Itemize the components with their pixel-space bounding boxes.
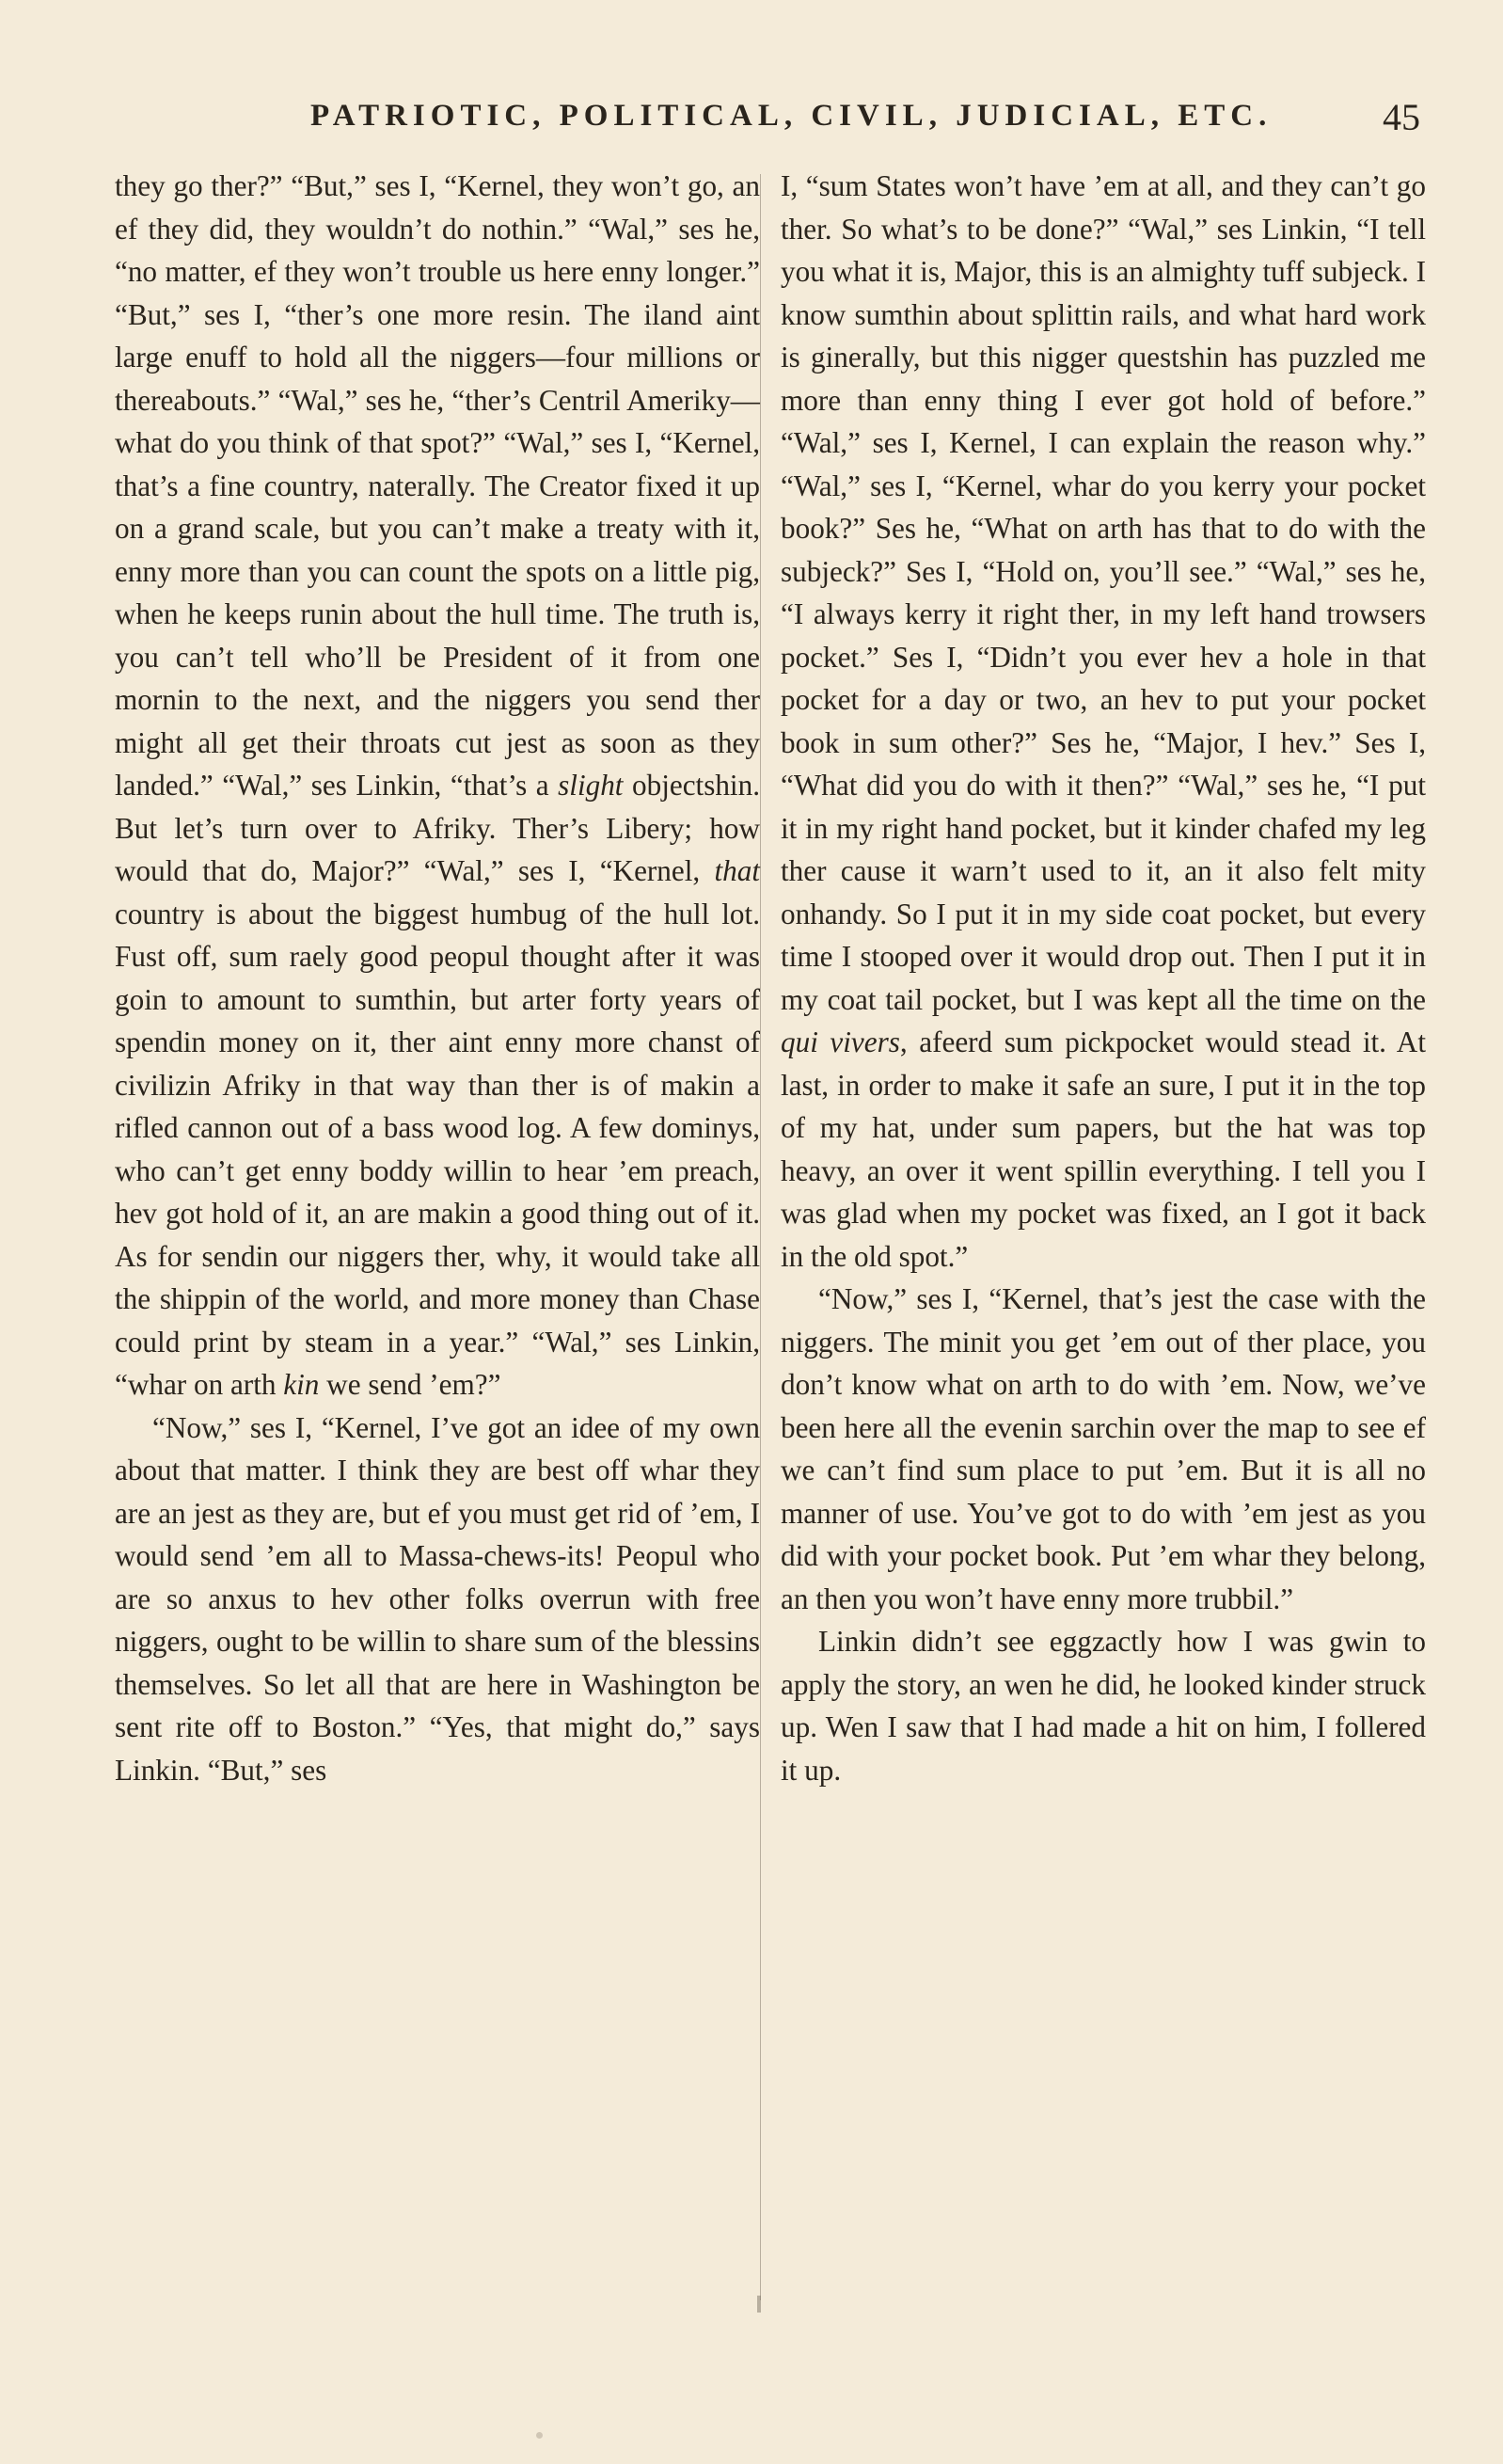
emphasis-kin: kin [283, 1368, 320, 1401]
right-paragraph-2: “Now,” ses I, “Kernel, that’s jest the case with the niggers. The minit you get ’em out of ther place, you don’t know what on arth to do with ’em. Now, we’ve been here all the evenin sarchin over the map to see ef we can’t find sum place to put ’em. But it is all no manner of use. You’ve got to do with ’em jest as you did with your pocket book. Put ’em whar they belong, an then you won’t have enny more trubbil.” [781, 1282, 1426, 1615]
emphasis-slight: slight [558, 769, 624, 802]
right-paragraph-1 [781, 165, 1426, 1278]
text-run: we send ’em?” [319, 1368, 501, 1401]
right-column [781, 165, 1426, 1791]
left-paragraph-1 [115, 165, 760, 1407]
text-run: objectshin. But let’s turn over to Afriky. Ther’s Libery; how would that do, Major?” “Wal,” ses I, “Kernel, [115, 769, 760, 887]
text-run: , afeerd sum pickpocket would stead it. At last, in order to make it safe an sure, I put it in the top of my hat, under sum papers, but the hat was top heavy, an over it went spillin everything. I tell you I was glad when my pocket was fixed, an I got it back in the old spot.” [781, 1025, 1426, 1273]
column-divider [760, 174, 761, 2300]
page-header [310, 96, 1420, 146]
left-paragraph-2: “Now,” ses I, “Kernel, I’ve got an idee of my own about that matter. I think they are best off whar they are an jest as they are, but ef you must get rid of ’em, I would send ’em all to Massa-chews-its! Peopul who are so anxus to hev other folks overrun with free niggers, ought to be willin to share sum of the blessins themselves. So let all that are here in Washington be sent rite off to Boston.” “Yes, that might do,” says Linkin. “But,” ses [115, 1410, 760, 1787]
text-run: I, “sum States won’t have ’em at all, and they can’t go ther. So what’s to be done?” “Wal,” ses Linkin, “I tell you what it is, Major, this is an almighty tuff subjeck. I know sumthin about splittin rails, and what hard work is ginerally, but this nigger questshin has puzzled me more than enny thing I ever got hold of before.” “Wal,” ses I, Kernel, I can explain the reason why.” “Wal,” ses I, “Kernel, whar do you kerry your pocket book?” Ses he, “What on arth has that to do with the subjeck?” Ses I, “Hold on, you’ll see.” “Wal,” ses he, “I always kerry it right ther, in my left hand trowsers pocket.” Ses I, “Didn’t you ever hev a hole in that pocket for a day or two, an hev to put your pocket book in sum other?” Ses he, “Major, I hev.” Ses I, “What did you do with it then?” “Wal,” ses he, “I put it in my right hand pocket, but it kinder chafed my leg ther cause it warn’t used to it, an it also felt mity onhandy. So I put it in my side coat pocket, but every time I stooped over it would drop out. Then I put it in my coat tail pocket, but I was kept all the time on the [781, 169, 1426, 1016]
emphasis-that: that [714, 854, 760, 887]
text-run: they go ther?” “But,” ses I, “Kernel, they won’t go, an ef they did, they wouldn’t do nothin.” “Wal,” ses he, “no matter, ef they won’t trouble us here enny longer.” “But,” ses I, “ther’s one more resin. The iland aint large enuff to hold all the niggers—four millions or thereabouts.” “Wal,” ses he, “ther’s Centril Ameriky—what do you think of that spot?” “Wal,” ses I, “Kernel, that’s a fine country, naterally. The Creator fixed it up on a grand scale, but you can’t make a treaty with it, enny more than you can count the spots on a little pig, when he keeps runin about the hull time. The truth is, you can’t tell who’ll be President of it from one mornin to the next, and the niggers you send ther might all get their throats cut jest as soon as they landed.” “Wal,” ses Linkin, “that’s a [115, 169, 760, 802]
divider-mark [757, 2296, 761, 2313]
right-paragraph-3: Linkin didn’t see eggzactly how I was gwin to apply the story, an wen he did, he looked kinder struck up. Wen I saw that I had made a hit on him, I follered it up. [781, 1625, 1426, 1787]
paper-speck [536, 2432, 543, 2439]
left-column [115, 165, 760, 1791]
running-head: PATRIOTIC, POLITICAL, CIVIL, JUDICIAL, ETC. [310, 99, 1273, 133]
page-number: 45 [1383, 96, 1420, 138]
emphasis-qui-vivers: qui vivers [781, 1025, 900, 1058]
text-run: country is about the biggest humbug of the hull lot. Fust off, sum raely good peopul thought after it was goin to amount to sumthin, but arter forty years of spendin money on it, ther aint enny more chanst of civilizin Afriky in that way than ther is of makin a rifled cannon out of a bass wood log. A few dominys, who can’t get enny boddy willin to hear ’em preach, hev got hold of it, an are makin a good thing out of it. As for sendin our niggers ther, why, it would take all the shippin of the world, and more money than Chase could print by steam in a year.” “Wal,” ses Linkin, “whar on arth [115, 897, 760, 1401]
